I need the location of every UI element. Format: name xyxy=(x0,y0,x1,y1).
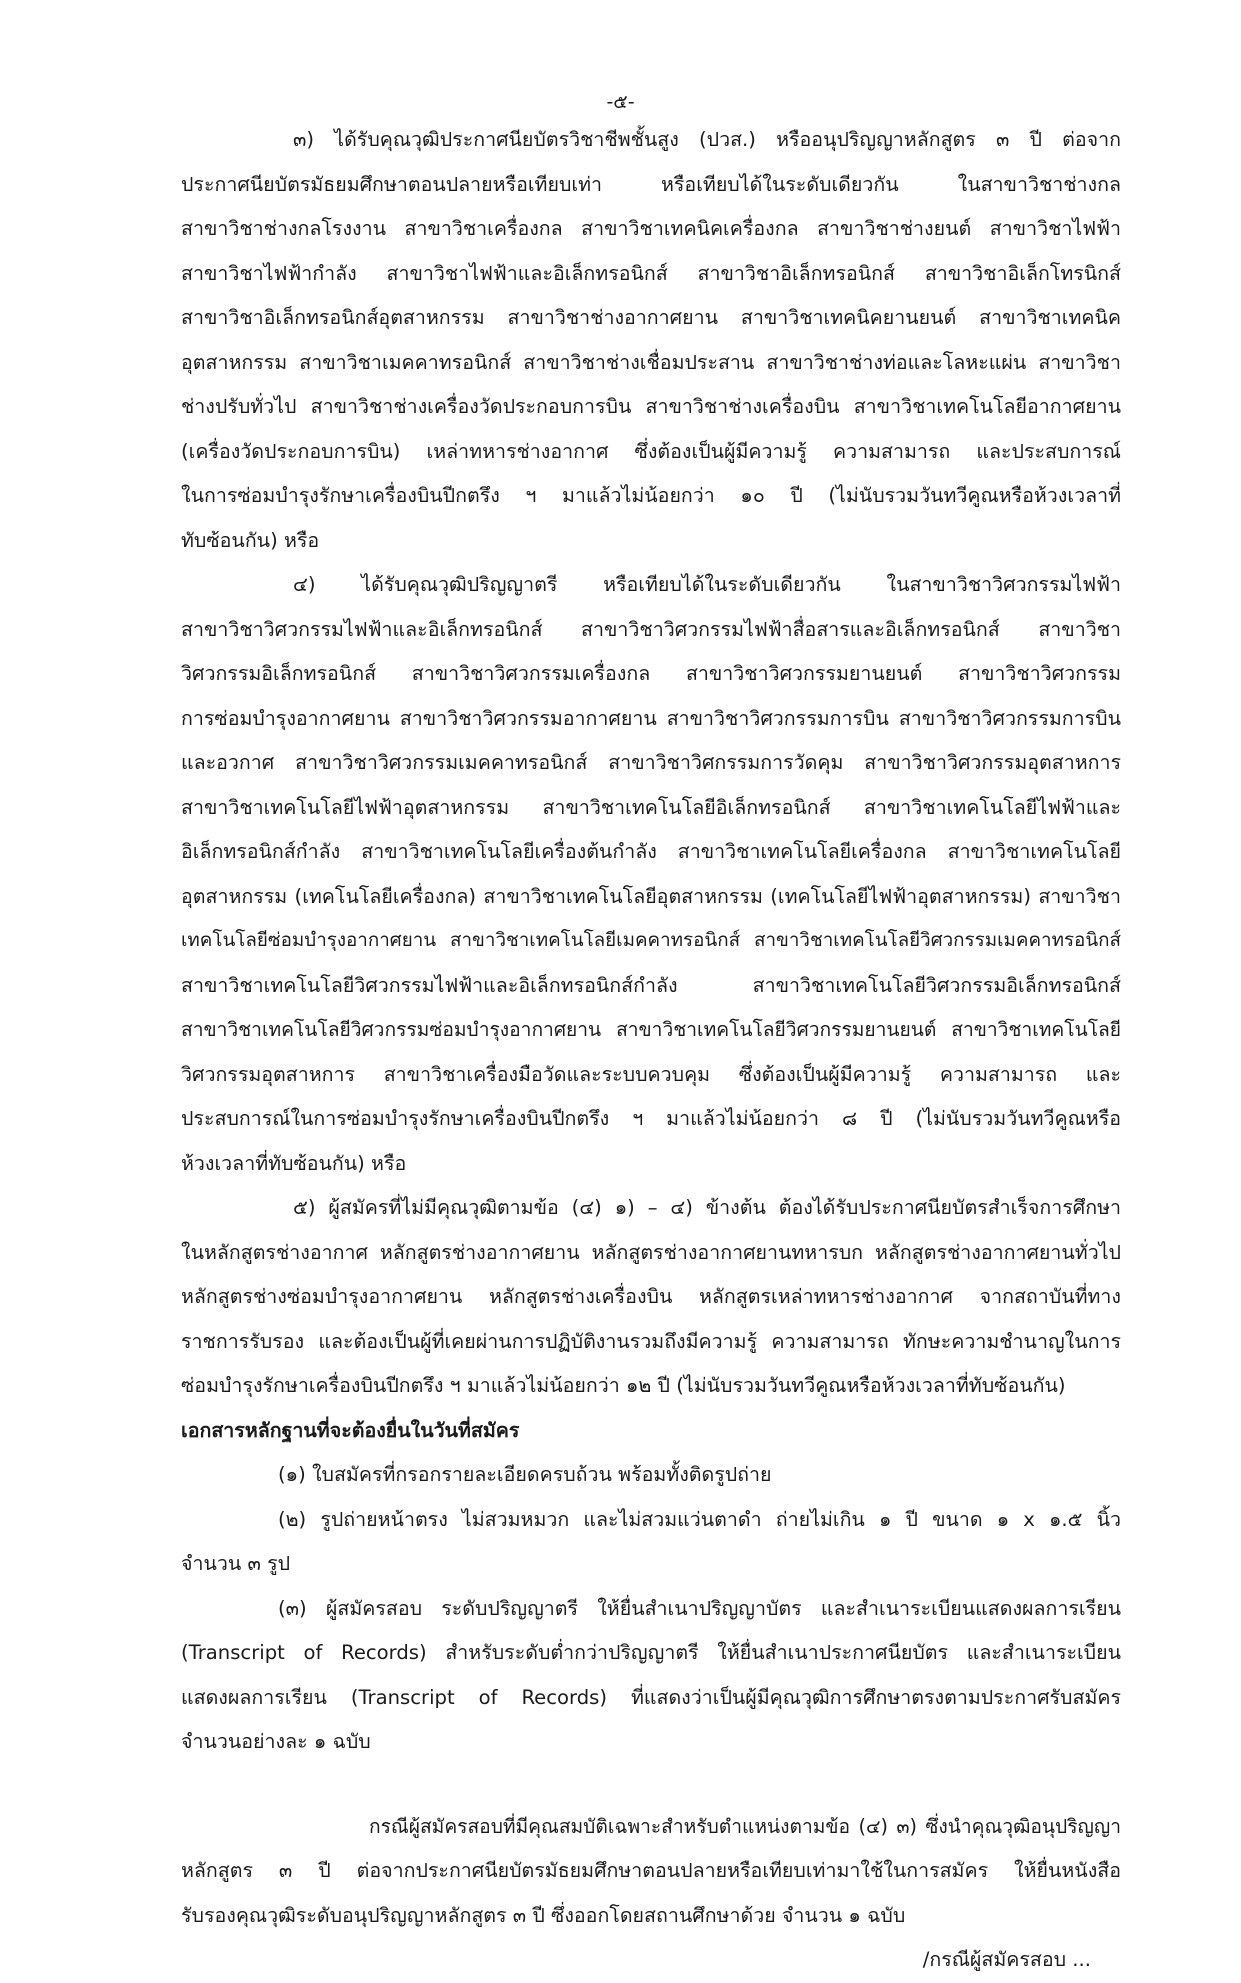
text-line: ๔) ได้รับคุณวุฒิปริญญาตรี หรือเทียบได้ในระดับเดียวกัน ในสาขาวิชาวิศวกรรมไฟฟ้า xyxy=(293,573,1121,596)
text-line: ในหลักสูตรช่างอากาศ หลักสูตรช่างอากาศยาน หลักสูตรช่างอากาศยานทหารบก หลักสูตรช่างอากาศยานทั่วไป xyxy=(181,1240,1121,1264)
text-line: (๒) รูปถ่ายหน้าตรง ไม่สวมหมวก และไม่สวมแว่นตาดำ ถ่ายไม่เกิน ๑ ปี ขนาด ๑ x ๑.๕ นิ้ว xyxy=(278,1507,1121,1531)
document-item-1 xyxy=(181,1453,1121,1498)
text-line: ห้วงเวลาที่ทับซ้อนกัน) หรือ xyxy=(181,1151,407,1175)
text-line: การซ่อมบำรุงอากาศยาน สาขาวิชาวิศวกรรมอากาศยาน สาขาวิชาวิศวกรรมการบิน สาขาวิชาวิศวกรรมการบิน xyxy=(181,706,1121,730)
text-line: ประสบการณ์ในการซ่อมบำรุงรักษาเครื่องบินปีกตรึง ฯ มาแล้วไม่น้อยกว่า ๘ ปี (ไม่นับรวมวันทวีคูณหรือ xyxy=(181,1107,1121,1130)
text-line: ราชการรับรอง และต้องเป็นผู้ที่เคยผ่านการปฏิบัติงานรวมถึงมีความรู้ ความสามารถ ทักษะความชำนาญในการ xyxy=(181,1329,1121,1353)
text-line: หลักสูตร ๓ ปี ต่อจากประกาศนียบัตรมัธยมศึกษาตอนปลายหรือเทียบเท่ามาใช้ในการสมัคร ให้ยื่นหนังสือ xyxy=(181,1859,1121,1882)
text-line: วิศวกรรมอิเล็กทรอนิกส์ สาขาวิชาวิศวกรรมเครื่องกล สาขาวิชาวิศวกรรมยานยนต์ สาขาวิชาวิศวกรรม xyxy=(181,662,1121,685)
document-item-3 xyxy=(181,1587,1121,1765)
qualification-item-4 xyxy=(181,563,1121,1186)
text-line: ซ่อมบำรุงรักษาเครื่องบินปีกตรึง ฯ มาแล้วไม่น้อยกว่า ๑๒ ปี (ไม่นับรวมวันทวีคูณหรือห้วงเวลาที่ทับซ้อนกัน) xyxy=(181,1374,1066,1397)
text-line: ในการซ่อมบำรุงรักษาเครื่องบินปีกตรึง ฯ มาแล้วไม่น้อยกว่า ๑๐ ปี (ไม่นับรวมวันทวีคูณหรือห้วงเวลาที่ xyxy=(181,484,1121,507)
document-body xyxy=(181,118,1121,1983)
text-line: สาขาวิชาเทคโนโลยีวิศวกรรมซ่อมบำรุงอากาศยาน สาขาวิชาเทคโนโลยีวิศวกรรมยานยนต์ สาขาวิชาเทคโนโลยี xyxy=(181,1018,1121,1041)
text-line: สาขาวิชาไฟฟ้ากำลัง สาขาวิชาไฟฟ้าและอิเล็กทรอนิกส์ สาขาวิชาอิเล็กทรอนิกส์ สาขาวิชาอิเล็กโทรนิกส์ xyxy=(181,261,1121,285)
qualification-item-3 xyxy=(181,118,1121,563)
text-line: วิศวกรรมอุตสาหการ สาขาวิชาเครื่องมือวัดและระบบควบคุม ซึ่งต้องเป็นผู้มีความรู้ ความสามารถ และ xyxy=(181,1062,1121,1086)
documents-heading: เอกสารหลักฐานที่จะต้องยื่นในวันที่สมัคร xyxy=(181,1418,520,1442)
text-line: สาขาวิชาช่างกลโรงงาน สาขาวิชาเครื่องกล สาขาวิชาเทคนิคเครื่องกล สาขาวิชาช่างยนต์ สาขาวิชาไฟฟ้า xyxy=(181,217,1121,240)
spacer xyxy=(181,1765,1121,1805)
text-line: ทับซ้อนกัน) หรือ xyxy=(181,528,320,552)
text-line: และอวกาศ สาขาวิชาวิศวกรรมเมคคาทรอนิกส์ สาขาวิชาวิศกรรมการวัดคุม สาขาวิชาวิศวกรรมอุตสาหการ xyxy=(181,751,1121,774)
text-line: อุตสาหกรรม (เทคโนโลยีเครื่องกล) สาขาวิชาเทคโนโลยีอุตสาหกรรม (เทคโนโลยีไฟฟ้าอุตสาหกรรม) สาขาวิชา xyxy=(181,884,1121,908)
page-number: -๕- xyxy=(606,91,635,113)
text-line: ๕) ผู้สมัครที่ไม่มีคุณวุฒิตามข้อ (๔) ๑) – ๔) ข้างต้น ต้องได้รับประกาศนียบัตรสำเร็จการศึกษา xyxy=(293,1196,1121,1219)
text-line: อิเล็กทรอนิกส์กำลัง สาขาวิชาเทคโนโลยีเครื่องต้นกำลัง สาขาวิชาเทคโนโลยีเครื่องกล สาขาวิชาเทคโนโลยี xyxy=(181,840,1121,863)
qualification-item-5 xyxy=(181,1186,1121,1409)
text-line: สาขาวิชาเทคโนโลยีวิศวกรรมไฟฟ้าและอิเล็กทรอนิกส์กำลัง สาขาวิชาเทคโนโลยีวิศวกรรมอิเล็กทรอนิกส์ xyxy=(181,973,1121,997)
text-line: เทคโนโลยีซ่อมบำรุงอากาศยาน สาขาวิชาเทคโนโลยีเมคคาทรอนิกส์ สาขาวิชาเทคโนโลยีวิศวกรรมเมคคาทรอนิกส์ xyxy=(181,930,1121,951)
text-line: (๓) ผู้สมัครสอบ ระดับปริญญาตรี ให้ยื่นสำเนาปริญญาบัตร และสำเนาระเบียนแสดงผลการเรียน xyxy=(278,1596,1121,1620)
text-line: สาขาวิชาอิเล็กทรอนิกส์อุตสาหกรรม สาขาวิชาช่างอากาศยาน สาขาวิชาเทคนิคยานยนต์ สาขาวิชาเทคนิค xyxy=(181,306,1121,329)
text-line: ประกาศนียบัตรมัธยมศึกษาตอนปลายหรือเทียบเท่า หรือเทียบได้ในระดับเดียวกัน ในสาขาวิชาช่างกล xyxy=(181,172,1121,196)
text-line: รับรองคุณวุฒิระดับอนุปริญญาหลักสูตร ๓ ปี ซึ่งออกโดยสถานศึกษาด้วย จำนวน ๑ ฉบับ xyxy=(181,1903,906,1927)
text-line: (เครื่องวัดประกอบการบิน) เหล่าทหารช่างอากาศ ซึ่งต้องเป็นผู้มีความรู้ ความสามารถ และประสบการณ์ xyxy=(181,439,1121,463)
document-item-2 xyxy=(181,1498,1121,1587)
text-line: สาขาวิชาเทคโนโลยีไฟฟ้าอุตสาหกรรม สาขาวิชาเทคโนโลยีอิเล็กทรอนิกส์ สาขาวิชาเทคโนโลยีไฟฟ้าและ xyxy=(181,795,1121,819)
text-line: จำนวน ๓ รูป xyxy=(181,1552,291,1575)
text-line: จำนวนอย่างละ ๑ ฉบับ xyxy=(181,1730,371,1753)
text-line: หลักสูตรช่างซ่อมบำรุงอากาศยาน หลักสูตรช่างเครื่องบิน หลักสูตรเหล่าทหารช่างอากาศ จากสถาบันที่ทาง xyxy=(181,1285,1121,1308)
text-line: (๑) ใบสมัครที่กรอกรายละเอียดครบถ้วน พร้อมทั้งติดรูปถ่าย xyxy=(278,1463,772,1486)
text-line: (Transcript of Records) สำหรับระดับต่ำกว่าปริญญาตรี ให้ยื่นสำเนาประกาศนียบัตร และสำเนาระเบียน xyxy=(181,1641,1121,1664)
text-line: ๓) ได้รับคุณวุฒิประกาศนียบัตรวิชาชีพชั้นสูง (ปวส.) หรืออนุปริญญาหลักสูตร ๓ ปี ต่อจาก xyxy=(293,128,1121,151)
special-case-paragraph xyxy=(181,1805,1121,1939)
text-line: อุตสาหกรรม สาขาวิชาเมคคาทรอนิกส์ สาขาวิชาช่างเชื่อมประสาน สาขาวิชาช่างท่อและโลหะแผ่น สาขาวิชา xyxy=(181,350,1121,374)
text-line: กรณีผู้สมัครสอบที่มีคุณสมบัติเฉพาะสำหรับตำแหน่งตามข้อ (๔) ๓) ซึ่งนำคุณวุฒิอนุปริญญา xyxy=(369,1814,1121,1838)
text-line: ช่างปรับทั่วไป สาขาวิชาช่างเครื่องวัดประกอบการบิน สาขาวิชาช่างเครื่องบิน สาขาวิชาเทคโนโลยีอากาศยาน xyxy=(181,395,1121,418)
continuation-note: /กรณีผู้สมัครสอบ ... xyxy=(922,1948,1091,1971)
text-line: สาขาวิชาวิศวกรรมไฟฟ้าและอิเล็กทรอนิกส์ สาขาวิชาวิศวกรรมไฟฟ้าสื่อสารและอิเล็กทรอนิกส์ สาขาวิชา xyxy=(181,617,1121,641)
text-line: แสดงผลการเรียน (Transcript of Records) ที่แสดงว่าเป็นผู้มีคุณวุฒิการศึกษาตรงตามประกาศรับสมัคร xyxy=(181,1685,1121,1709)
